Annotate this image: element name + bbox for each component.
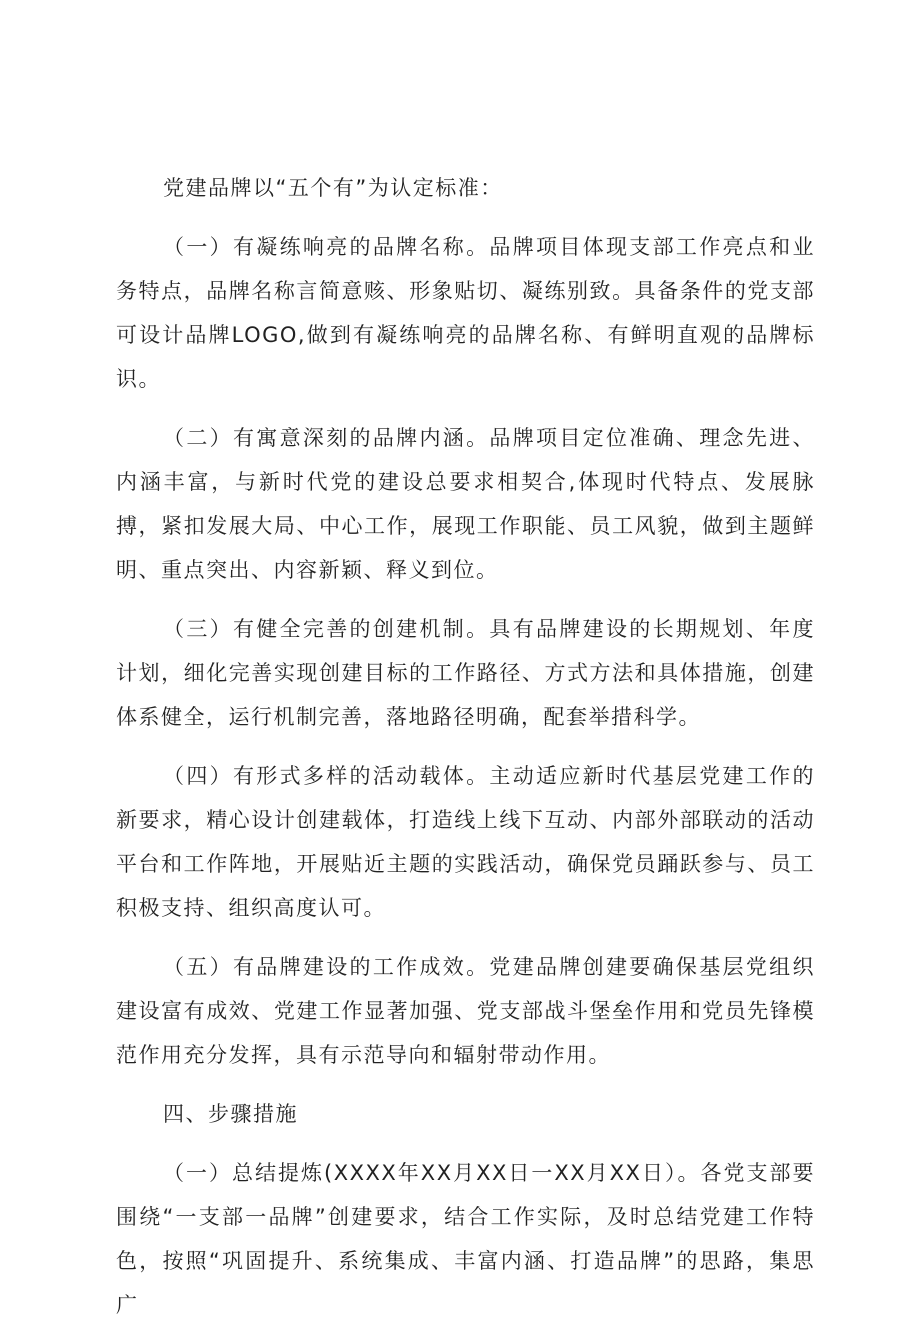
standard-paragraph-4: （四）有形式多样的活动载体。主动适应新时代基层党建工作的新要求，精心设计创建载体，打造线上线下互动、内部外部联动的活动平台和工作阵地，开展贴近主题的实践活动，确保党员踊跃参与、员工积极支持、组织高度认可。 bbox=[116, 764, 815, 920]
standard-paragraph-3: （三）有健全完善的创建机制。具有品牌建设的长期规划、年度计划，细化完善实现创建目标的工作路径、方式方法和具体措施，创建体系健全，运行机制完善，落地路径明确，配套举措科学。 bbox=[116, 617, 815, 729]
document-body bbox=[116, 166, 815, 1342]
standard-paragraph-5: （五）有品牌建设的工作成效。党建品牌创建要确保基层党组织建设富有成效、党建工作显著加强、党支部战斗堡垒作用和党员先锋模范作用充分发挥，具有示范导向和辐射带动作用。 bbox=[116, 955, 815, 1067]
step-paragraph-1: （一）总结提炼(XXXX年XX月XX日一XX月XX日）。各党支部要围绕“一支部一品牌”创建要求，结合工作实际，及时总结党建工作特色，按照“巩固提升、系统集成、丰富内涵、打造品牌”的思路，集思广 bbox=[116, 1161, 815, 1317]
standard-paragraph-1: （一）有凝练响亮的品牌名称。品牌项目体现支部工作亮点和业务特点，品牌名称言简意赅、形象贴切、凝练别致。具备条件的党支部可设计品牌LOGO,做到有凝练响亮的品牌名称、有鲜明直观的品牌标识。 bbox=[116, 235, 815, 391]
standards-intro: 党建品牌以“五个有”为认定标准： bbox=[163, 176, 503, 200]
standard-paragraph-2: （二）有寓意深刻的品牌内涵。品牌项目定位准确、理念先进、内涵丰富，与新时代党的建设总要求相契合,体现时代特点、发展脉搏，紧扣发展大局、中心工作，展现工作职能、员工风貌，做到主题鲜明、重点突出、内容新颖、释义到位。 bbox=[116, 426, 815, 582]
section-heading: 四、步骤措施 bbox=[163, 1102, 298, 1126]
